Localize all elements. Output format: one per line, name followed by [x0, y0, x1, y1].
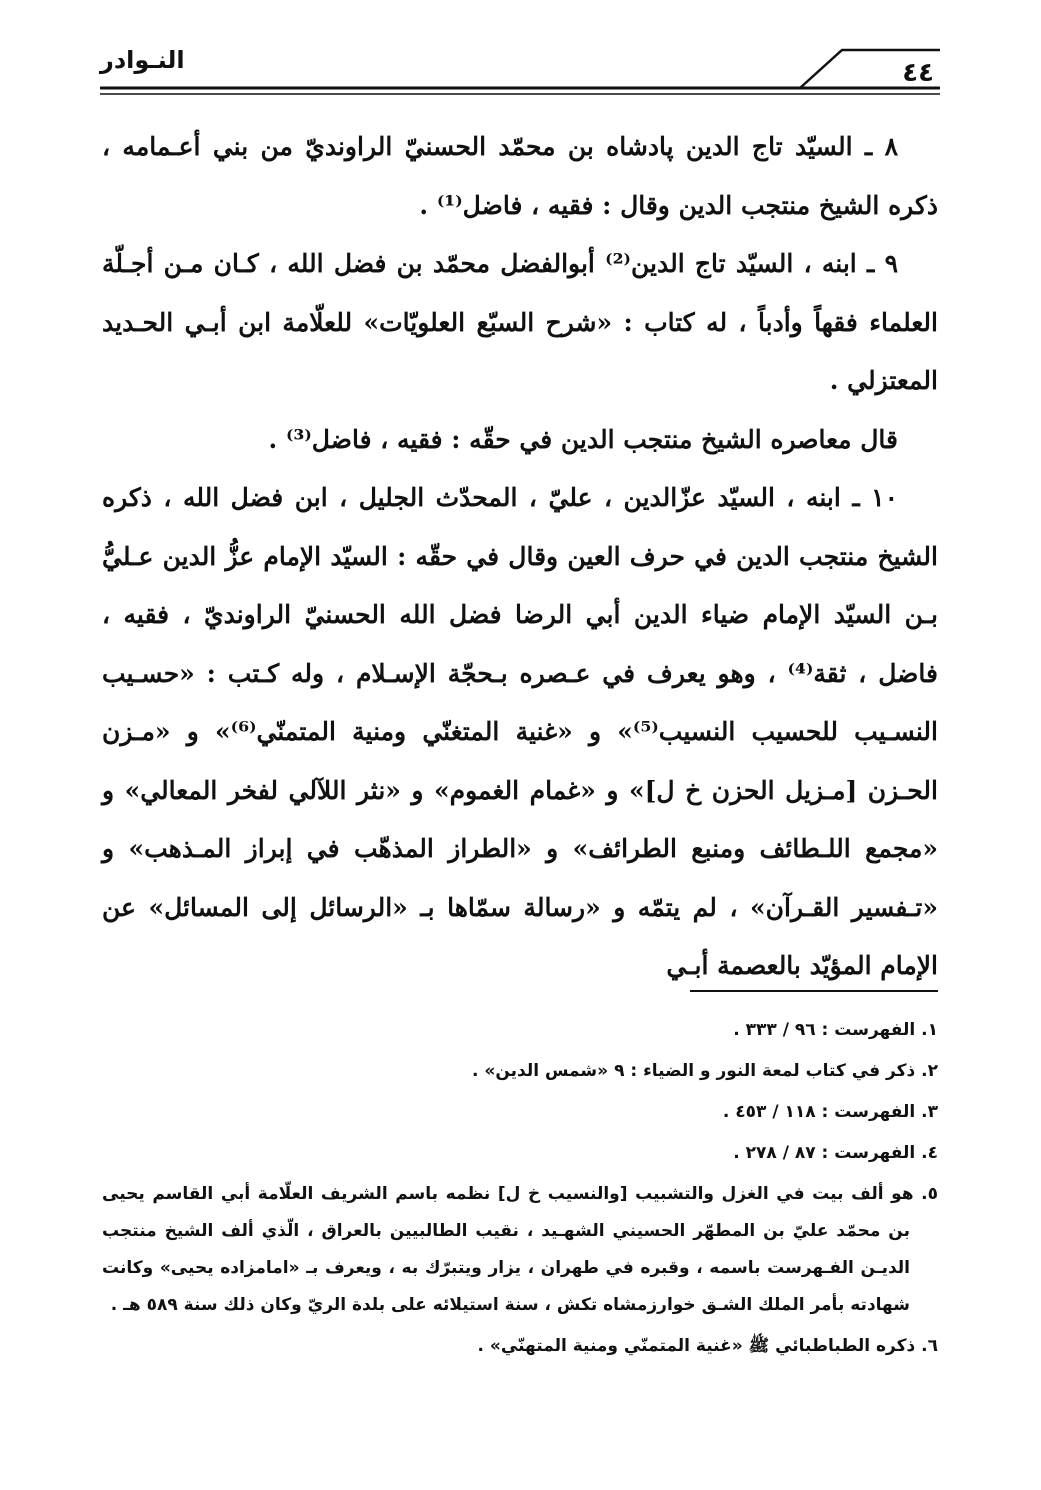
footnote-1: ١. الفهرست : ٩٦ / ٣٣٣ . [733, 1020, 938, 1040]
footnotes [102, 1012, 938, 1369]
paragraph-10: ١٠ ـ ابنه ، السيّد عزّالدين ، عليّ ، المحدّث الجليل ، ابن فضل الله ، ذكره الشيخ منتجب الدين في حرف العين وقال في حقّه : السيّد الإمام عزُّ الدين عـليُّ بـن السيّد الإمام ضياء الدين أبي الرضا فضل الله الحسنيّ الراونديّ ، فقيه ، فاضل ، ثقة⁽⁴⁾ ، وهو يعرف في عـصره بـحجّة الإسـلام ، وله كـتب : «حسـيب النسـيب للحسيب النسيب⁽⁵⁾» و «غنية المتغنّي ومنية المتمنّي⁽⁶⁾» و «مـزن الحـزن [مـزيل الحزن خ ل]» و «غمام الغموم» و «نثر اللآلي لفخر المعالي» و «مجمع اللـطائف ومنبع الطرائف» و «الطراز المذهّب في إبراز المـذهب» و «تـفسير القـرآن» ، لم يتمّه و «رسالة سمّاها بـ «الرسائل إلى المسائل» عن الإمام المؤيّد بالعصمة أبـي [102, 483, 938, 980]
paragraph-9-quote: قال معاصره الشيخ منتجب الدين في حقّه : فقيه ، فاضل⁽³⁾ . [268, 424, 898, 454]
running-title: النـوادر [100, 46, 185, 74]
footnote-4: ٤. الفهرست : ٨٧ / ٢٧٨ . [733, 1143, 938, 1163]
footnote-3: ٣. الفهرست : ١١٨ / ٤٥٣ . [722, 1102, 938, 1122]
paragraph-9: ٩ ـ ابنه ، السيّد تاج الدين⁽²⁾ أبوالفضل محمّد بن فضل الله ، كـان مـن أجـلّة العلماء فقهاً وأدباً ، له كتاب : «شرح السبّع العلويّات» للعلّامة ابن أبـي الحـديد المعتزلي . [102, 249, 938, 395]
footnote-2: ٢. ذكر في كتاب لمعة النور و الضياء : ٩ «شمس الدين» . [472, 1061, 938, 1081]
footnote-6: ٦. ذكره الطباطبائي ﷺ «غنية المتمنّي ومنية المتهنّي» . [477, 1336, 938, 1356]
paragraph-8: ٨ ـ السيّد تاج الدين پادشاه بن محمّد الحسنيّ الراونديّ من بني أعـمامه ، ذكره الشيخ منتجب الدين وقال : فقيه ، فاضل⁽¹⁾ . [102, 132, 938, 220]
page-number: ٤٤ [902, 58, 934, 88]
page-header [100, 40, 940, 98]
header-rule-ornament [100, 40, 940, 98]
main-text [102, 118, 938, 996]
footnote-separator [690, 990, 938, 992]
footnote-5: ٥. هو ألف بيت في الغزل والتشبيب [والنسيب خ ل] نظمه باسم الشريف العلّامة أبي القاسم يحيى بن محمّد عليّ بن المطهّر الحسيني الشهـيد ، نقيب الطالبيين بالعراق ، الّذي ألف الشيخ منتجب الديـن الفـهرست باسمه ، وقبره في طهران ، يزار ويتبرّك به ، ويعرف بـ «امامزاده يحيى» وكانت شهادته بأمر الملك الشـق خوارزمشاه تكش ، سنة استيلائه على بلدة الريّ وكان ذلك سنة ٥٨٩ هـ . [102, 1184, 938, 1315]
